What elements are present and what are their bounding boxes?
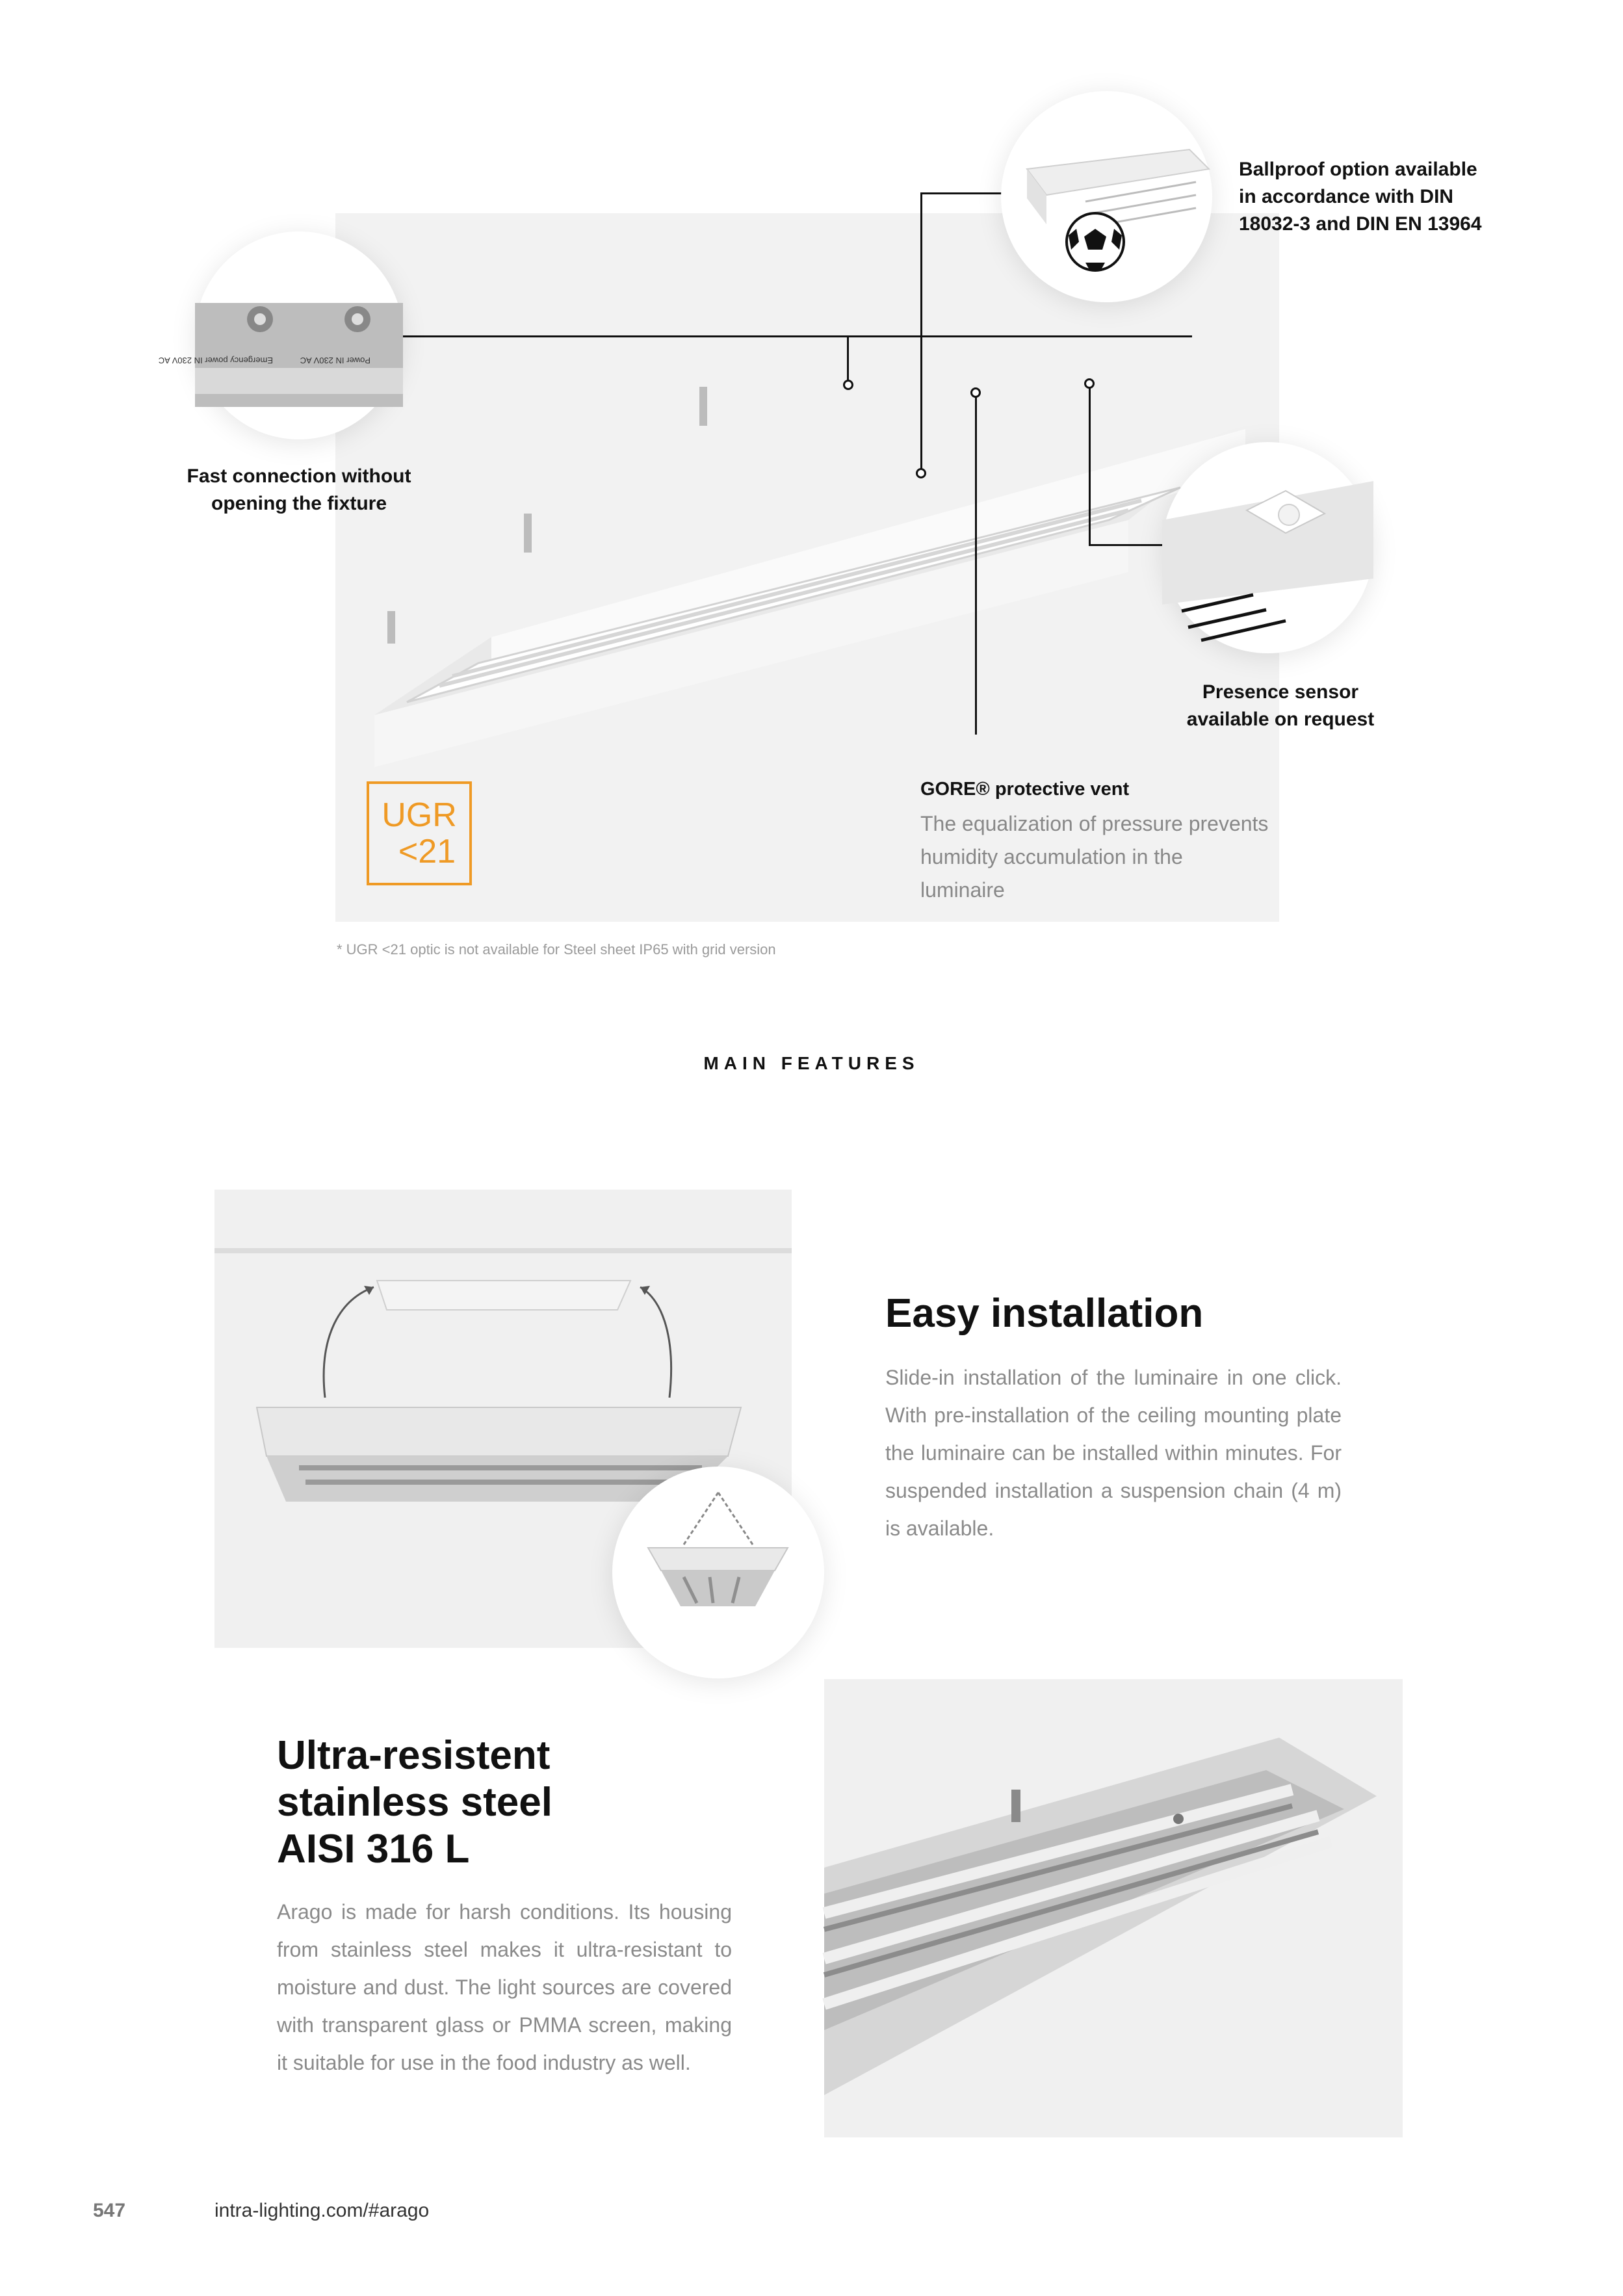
callout-line-connection — [396, 335, 1192, 337]
ugr-badge-line2: <21 — [398, 833, 456, 870]
callout-line-presence — [1089, 386, 1091, 546]
suspended-installation-image — [612, 1467, 824, 1678]
ugr-badge-line1: UGR — [382, 796, 457, 834]
easy-installation-heading: Easy installation — [885, 1291, 1204, 1336]
callout-line-gore — [975, 397, 977, 735]
connector-label-power: Power IN 230V AC — [300, 356, 370, 365]
main-features-heading: MAIN FEATURES — [703, 1053, 920, 1073]
stainless-luminaire-image — [824, 1679, 1403, 2137]
callout-line-connection-drop — [847, 335, 849, 381]
ugr-badge — [367, 781, 472, 885]
soccer-ball-icon — [1067, 213, 1124, 270]
ballproof-detail-image — [1001, 91, 1212, 302]
callout-dot-connection — [843, 380, 853, 390]
footer-url[interactable]: intra-lighting.com/#arago — [214, 2200, 430, 2221]
gore-vent-title: GORE® protective vent — [920, 779, 1130, 800]
callout-dot-presence — [1084, 378, 1095, 389]
stainless-steel-body: Arago is made for harsh conditions. Its housing from stainless steel makes it ultra-resistant to moisture and dust. The light sources are covered with transparent glass or PMMA screen, making it suitable for use in the food industry as well. — [277, 1900, 732, 2074]
presence-sensor-detail-image — [1162, 442, 1373, 653]
easy-installation-body: Slide-in installation of the luminaire in one click. With pre-installation of the ceiling mounting plate the luminaire can be installed within minutes. For suspended installation a suspension chain (4 m) is available. — [885, 1366, 1342, 1540]
connector-label-emergency: Emergency power IN 230V AC — [158, 356, 273, 365]
callout-dot-ballproof — [916, 468, 926, 478]
callout-line-ballproof — [920, 192, 1002, 194]
ugr-footnote: * UGR <21 optic is not available for Steel sheet IP65 with grid version — [337, 941, 776, 958]
callout-dot-gore — [970, 387, 981, 398]
callout-ballproof: Ballproof option available in accordance with DIN 18032-3 and DIN EN 13964 — [1239, 159, 1482, 235]
page-number: 547 — [93, 2200, 126, 2221]
callout-presence-sensor: Presence sensor available on request — [1186, 681, 1375, 730]
gore-vent-description: The equalization of pressure prevents humidity accumulation in the luminaire — [920, 812, 1269, 902]
fast-connection-detail-image — [158, 231, 403, 439]
luminaire-hero-image — [335, 312, 1279, 741]
callout-line-ballproof-drop — [920, 192, 922, 469]
stainless-steel-heading: Ultra-resistent stainless steel AISI 316 L — [277, 1733, 552, 1872]
callout-fast-connection: Fast connection without opening the fixture — [187, 465, 411, 514]
